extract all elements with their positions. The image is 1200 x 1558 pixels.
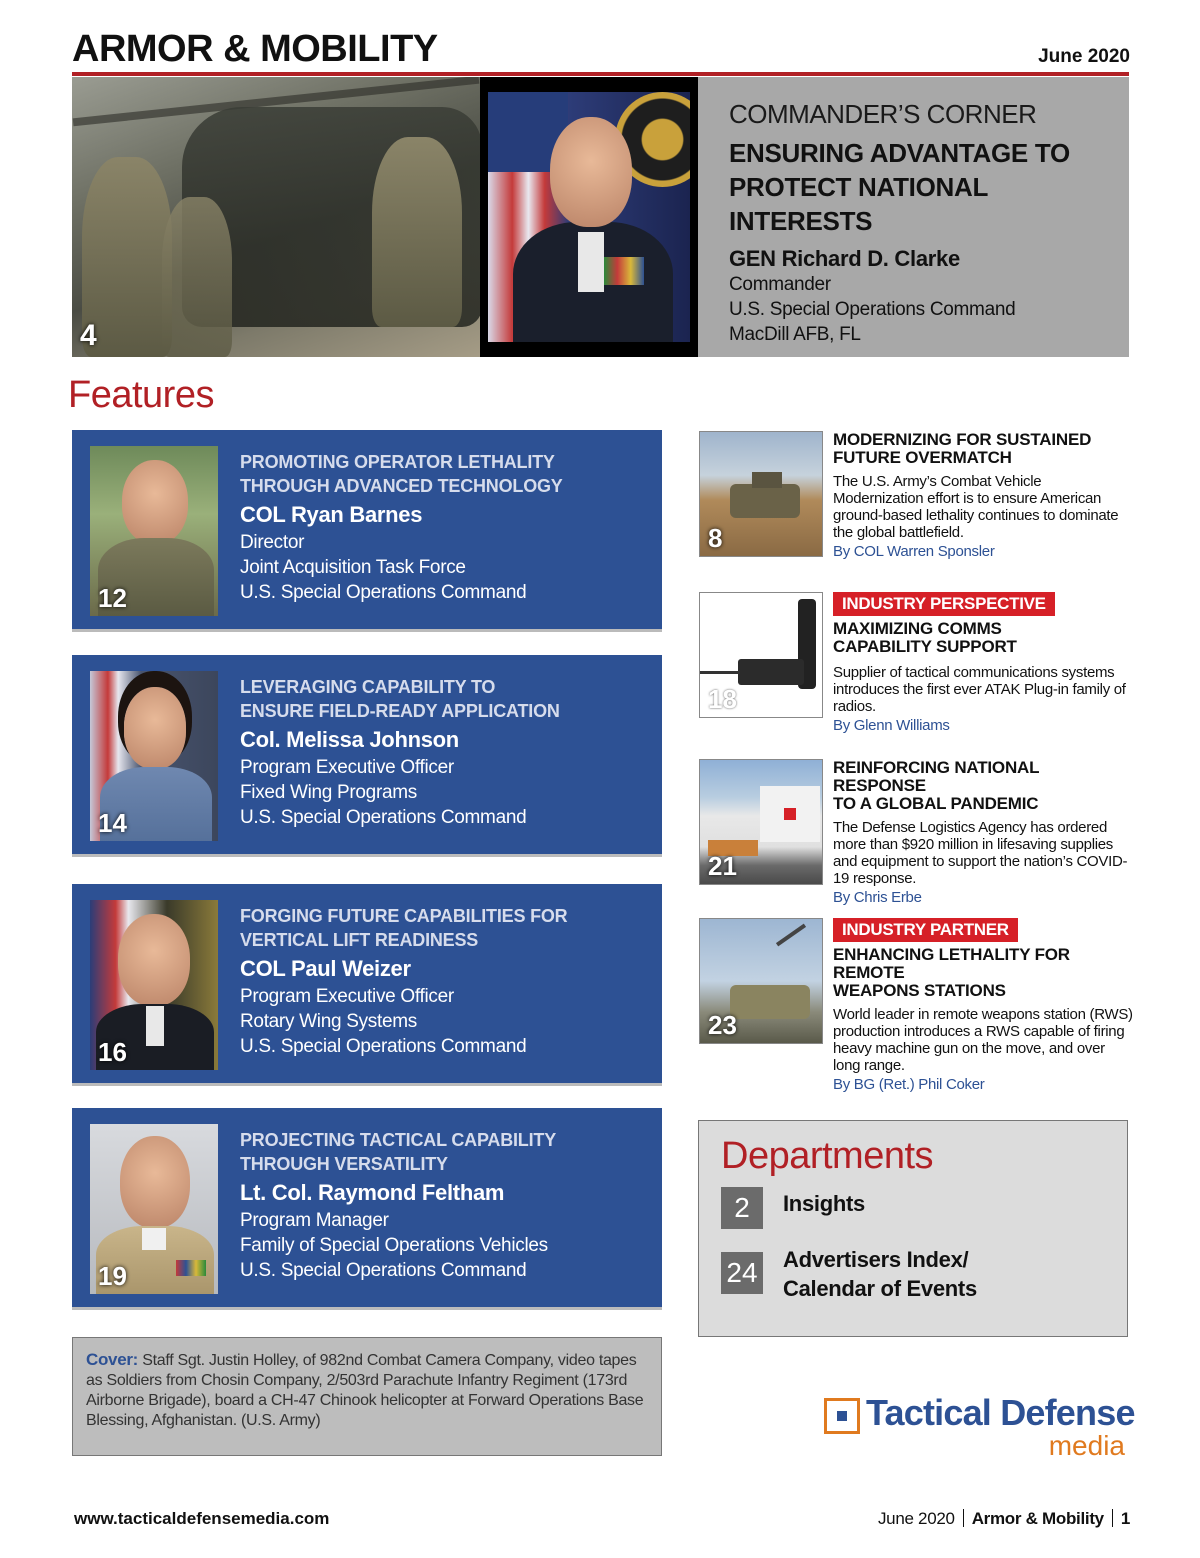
article-entry[interactable] (833, 431, 1133, 560)
article-description: The Defense Logistics Agency has ordered more than $920 million in lifesaving supplies and equipment to support the nation’s COVID-19 response. (833, 819, 1128, 887)
footer-url[interactable]: www.tacticaldefensemedia.com (74, 1509, 330, 1528)
article-title: ENHANCING LETHALITY FOR REMOTE WEAPONS STATIONS (833, 945, 1070, 1000)
article-title: REINFORCING NATIONAL RESPONSE TO A GLOBAL PANDEMIC (833, 758, 1039, 813)
feature-portrait: 12 (90, 446, 218, 616)
feature-name: Lt. Col. Raymond Feltham (240, 1180, 505, 1205)
article-entry[interactable] (833, 918, 1133, 1093)
logo-mark-icon (824, 1398, 860, 1434)
tactical-defense-media-logo[interactable] (824, 1392, 1135, 1462)
article-title: MODERNIZING FOR SUSTAINED FUTURE OVERMATCH (833, 430, 1092, 467)
feature-portrait: 16 (90, 900, 218, 1070)
feature-card[interactable]: 16 FORGING FUTURE CAPABILITIES FOR VERTICAL LIFT READINESS COL Paul Weizer Program Executive Officer Rotary Wing Systems U.S. Special Operations Command (72, 884, 662, 1086)
feature-name: COL Ryan Barnes (240, 502, 423, 527)
hero-title[interactable]: ENSURING ADVANTAGE TO PROTECT NATIONAL INTERESTS (729, 138, 1070, 236)
logo-sub: media (1048, 1430, 1125, 1461)
commander-location: MacDill AFB, FL (729, 324, 861, 345)
commander-portrait (480, 77, 698, 357)
feature-headline: PROJECTING TACTICAL CAPABILITY THROUGH VERSATILITY (240, 1130, 557, 1174)
footer-info (878, 1509, 1130, 1529)
feature-card[interactable]: 14 LEVERAGING CAPABILITY TO ENSURE FIELD-READY APPLICATION Col. Melissa Johnson Program Executive Officer Fixed Wing Programs U.S. Special Operations Command (72, 655, 662, 857)
magazine-title: ARMOR & MOBILITY (72, 28, 438, 70)
dept-item-advertisers-index[interactable]: Advertisers Index/ Calendar of Events (783, 1247, 977, 1301)
article-byline: By BG (Ret.) Phil Coker (833, 1076, 985, 1093)
article-thumbnail: 18 (699, 592, 823, 718)
feature-card[interactable]: 12 PROMOTING OPERATOR LETHALITY THROUGH ADVANCED TECHNOLOGY COL Ryan Barnes Director Joint Acquisition Task Force U.S. Special Operations Command (72, 430, 662, 632)
feature-name: COL Paul Weizer (240, 956, 411, 981)
article-thumbnail: 23 (699, 918, 823, 1044)
cover-label: Cover: (86, 1350, 139, 1369)
departments-heading: Departments (721, 1135, 934, 1177)
issue-date: June 2020 (1038, 46, 1130, 67)
article-description: The U.S. Army’s Combat Vehicle Modernization effort is to ensure American ground-based lethality continues to dominate the global battlefield. (833, 473, 1119, 541)
feature-headline: LEVERAGING CAPABILITY TO ENSURE FIELD-READY APPLICATION (240, 677, 560, 721)
industry-perspective-tag: INDUSTRY PERSPECTIVE (833, 592, 1055, 616)
departments-box (698, 1120, 1128, 1337)
feature-headline: FORGING FUTURE CAPABILITIES FOR VERTICAL LIFT READINESS (240, 906, 568, 950)
commanders-corner-panel (698, 77, 1129, 357)
footer-page: 1 (1120, 1509, 1130, 1528)
footer-date: June 2020 (877, 1509, 955, 1528)
article-description: Supplier of tactical communications systems introduces the first ever ATAK Plug-in family of radios. (833, 664, 1126, 715)
features-heading: Features (68, 374, 214, 416)
dept-page-number: 24 (721, 1252, 763, 1294)
footer-publication: Armor & Mobility (971, 1509, 1104, 1528)
dept-page-number: 2 (721, 1187, 763, 1229)
article-byline: By Chris Erbe (833, 889, 922, 906)
feature-name: Col. Melissa Johnson (240, 727, 459, 752)
article-thumbnail: 21 (699, 759, 823, 885)
logo-name: Tactical Defense (866, 1392, 1135, 1433)
article-entry[interactable] (833, 759, 1133, 906)
commander-name: GEN Richard D. Clarke (729, 246, 960, 271)
cover-text: Staff Sgt. Justin Holley, of 982nd Combat Camera Company, video tapes as Soldiers from Chosin Company, 2/503rd Parachute Infantry Regiment (173rd Airborne Brigade), board a CH-47 Chinook helicopter at Forward Operations Base Blessing, Afghanistan. (U.S. Army) (86, 1352, 644, 1429)
article-description: World leader in remote weapons station (RWS) production introduces a RWS capable of firing heavy machine gun on the move, and over long range. (833, 1006, 1133, 1074)
article-thumbnail: 8 (699, 431, 823, 557)
commander-organization: U.S. Special Operations Command (729, 299, 1016, 320)
article-entry[interactable] (833, 592, 1133, 734)
cover-caption (72, 1337, 662, 1456)
section-label: COMMANDER’S CORNER (729, 99, 1037, 129)
hero-page-number: 4 (80, 319, 97, 352)
header-rule (72, 72, 1129, 76)
dept-item-insights[interactable]: Insights (783, 1191, 865, 1216)
feature-headline: PROMOTING OPERATOR LETHALITY THROUGH ADVANCED TECHNOLOGY (240, 452, 563, 496)
hero-helicopter-photo (72, 77, 480, 357)
article-title: MAXIMIZING COMMS CAPABILITY SUPPORT (833, 619, 1017, 656)
feature-card[interactable]: 19 PROJECTING TACTICAL CAPABILITY THROUGH VERSATILITY Lt. Col. Raymond Feltham Program Manager Family of Special Operations Vehicles U.S. Special Operations Command (72, 1108, 662, 1310)
article-byline: By Glenn Williams (833, 717, 950, 734)
feature-portrait: 14 (90, 671, 218, 841)
article-byline: By COL Warren Sponsler (833, 543, 995, 560)
feature-portrait: 19 (90, 1124, 218, 1294)
industry-partner-tag: INDUSTRY PARTNER (833, 918, 1018, 942)
commander-role: Commander (729, 274, 831, 295)
